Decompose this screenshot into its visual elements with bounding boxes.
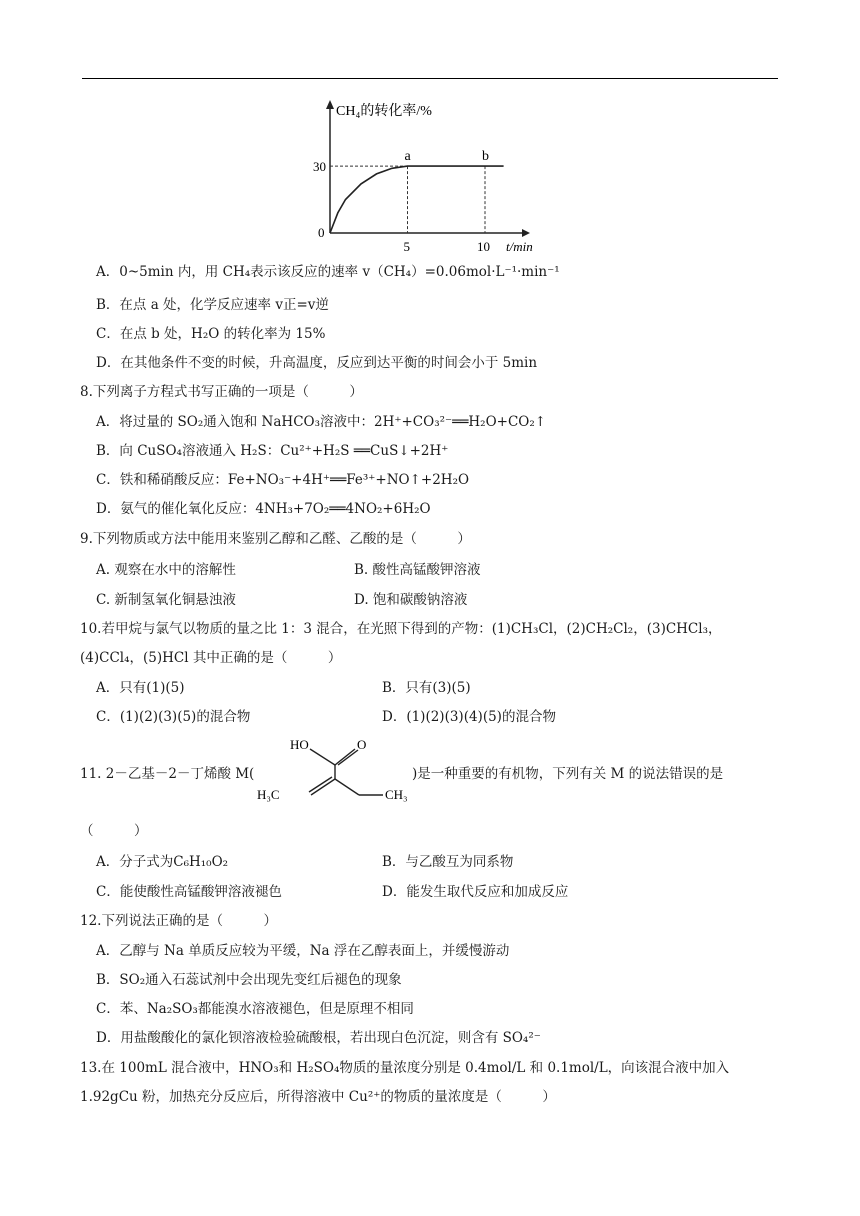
m-structure-diagram: [255, 733, 425, 803]
tick-label-10: 10: [477, 239, 490, 254]
q7-option-a: A．0~5min 内，用 CH₄表示该反应的速率 v（CH₄）=0.06mol·L⁻¹·min⁻¹: [96, 264, 560, 280]
q8-stem: 8.下列离子方程式书写正确的一项是（ ）: [80, 384, 363, 400]
tick-label-5: 5: [403, 239, 410, 254]
q8-option-d: D．氨气的催化氧化反应：4NH₃+7O₂══4NO₂+6H₂O: [96, 501, 431, 517]
q12-option-b: B．SO₂通入石蕊试剂中会出现先变红后褪色的现象: [96, 972, 402, 988]
q9-option-b: B. 酸性高锰酸钾溶液: [354, 562, 481, 578]
q11-option-b: B．与乙酸互为同系物: [382, 854, 514, 870]
x-axis-arrow: [522, 229, 530, 237]
q13-stem-line1: 13.在 100mL 混合液中，HNO₃和 H₂SO₄物质的量浓度分别是 0.4mol/L 和 0.1mol/L，向该混合液中加入: [80, 1060, 730, 1076]
point-label-a: a: [404, 149, 411, 165]
x-axis-label: t/min: [506, 239, 533, 254]
y-axis-label: CH₄的转化率/%: [336, 104, 432, 119]
q7-option-d: D．在其他条件不变的时候，升高温度，反应到达平衡的时间会小于 5min: [96, 355, 538, 371]
q9-option-c: C. 新制氢氧化铜悬浊液: [96, 592, 236, 608]
q11-option-c: C．能使酸性高锰酸钾溶液褪色: [96, 884, 282, 900]
y-axis-arrow: [326, 100, 334, 109]
q10-option-a: A．只有(1)(5): [96, 680, 185, 696]
q11-stem-post: )是一种重要的有机物，下列有关 M 的说法错误的是: [412, 766, 724, 782]
q7-option-c: C．在点 b 处，H₂O 的转化率为 15%: [96, 326, 326, 342]
q10-option-d: D．(1)(2)(3)(4)(5)的混合物: [382, 709, 556, 725]
struct-label-h3c: H₃C: [257, 787, 280, 802]
q12-stem: 12.下列说法正确的是（ ）: [80, 913, 277, 929]
q9-stem: 9.下列物质或方法中能用来鉴别乙醇和乙醛、乙酸的是（ ）: [80, 531, 471, 547]
q12-option-c: C．苯、Na₂SO₃都能溴水溶液褪色，但是原理不相同: [96, 1001, 414, 1017]
conversion-curve: [330, 166, 504, 233]
q9-option-d: D. 饱和碳酸钠溶液: [354, 592, 468, 608]
tick-label-0: 0: [318, 225, 325, 240]
q8-option-a: A．将过量的 SO₂通入饱和 NaHCO₃溶液中：2H⁺+CO₃²⁻══H₂O+CO₂↑: [96, 414, 547, 430]
tick-label-30: 30: [313, 159, 326, 175]
struct-label-ch3: CH₃: [385, 787, 408, 802]
q7-option-b: B．在点 a 处，化学反应速率 v正=v逆: [96, 297, 329, 313]
q10-option-c: C．(1)(2)(3)(5)的混合物: [96, 709, 251, 725]
q11-stem-pre: 11. 2－乙基－2－丁烯酸 M(: [80, 766, 255, 782]
point-label-b: b: [482, 149, 489, 165]
conversion-chart: [310, 95, 550, 255]
q11-option-d: D．能发生取代反应和加成反应: [382, 884, 569, 900]
q12-option-d: D．用盐酸酸化的氯化钡溶液检验硫酸根，若出现白色沉淀，则含有 SO₄²⁻: [96, 1030, 541, 1046]
q11-option-a: A．分子式为C₆H₁₀O₂: [96, 854, 229, 870]
q10-option-b: B．只有(3)(5): [382, 680, 471, 696]
header-rule: [82, 78, 778, 79]
q8-option-b: B．向 CuSO₄溶液通入 H₂S：Cu²⁺+H₂S ══CuS↓+2H⁺: [96, 443, 449, 459]
q8-option-c: C．铁和稀硝酸反应：Fe+NO₃⁻+4H⁺══Fe³⁺+NO↑+2H₂O: [96, 472, 470, 488]
q11-stem-line2: （ ）: [80, 823, 148, 839]
q13-stem-line2: 1.92gCu 粉，加热充分反应后，所得溶液中 Cu²⁺的物质的量浓度是（ ）: [80, 1089, 556, 1105]
struct-label-o: O: [357, 737, 367, 752]
q12-option-a: A．乙醇与 Na 单质反应较为平缓，Na 浮在乙醇表面上，并缓慢游动: [96, 943, 510, 959]
q10-stem-line2: (4)CCl₄，(5)HCl 其中正确的是（ ）: [80, 650, 342, 666]
q10-stem-line1: 10.若甲烷与氯气以物质的量之比 1：3 混合，在光照下得到的产物：(1)CH₃Cl，(2)CH₂Cl₂，(3)CHCl₃，: [80, 621, 722, 637]
q9-option-a: A. 观察在水中的溶解性: [96, 562, 236, 578]
struct-label-ho: HO: [290, 737, 309, 752]
